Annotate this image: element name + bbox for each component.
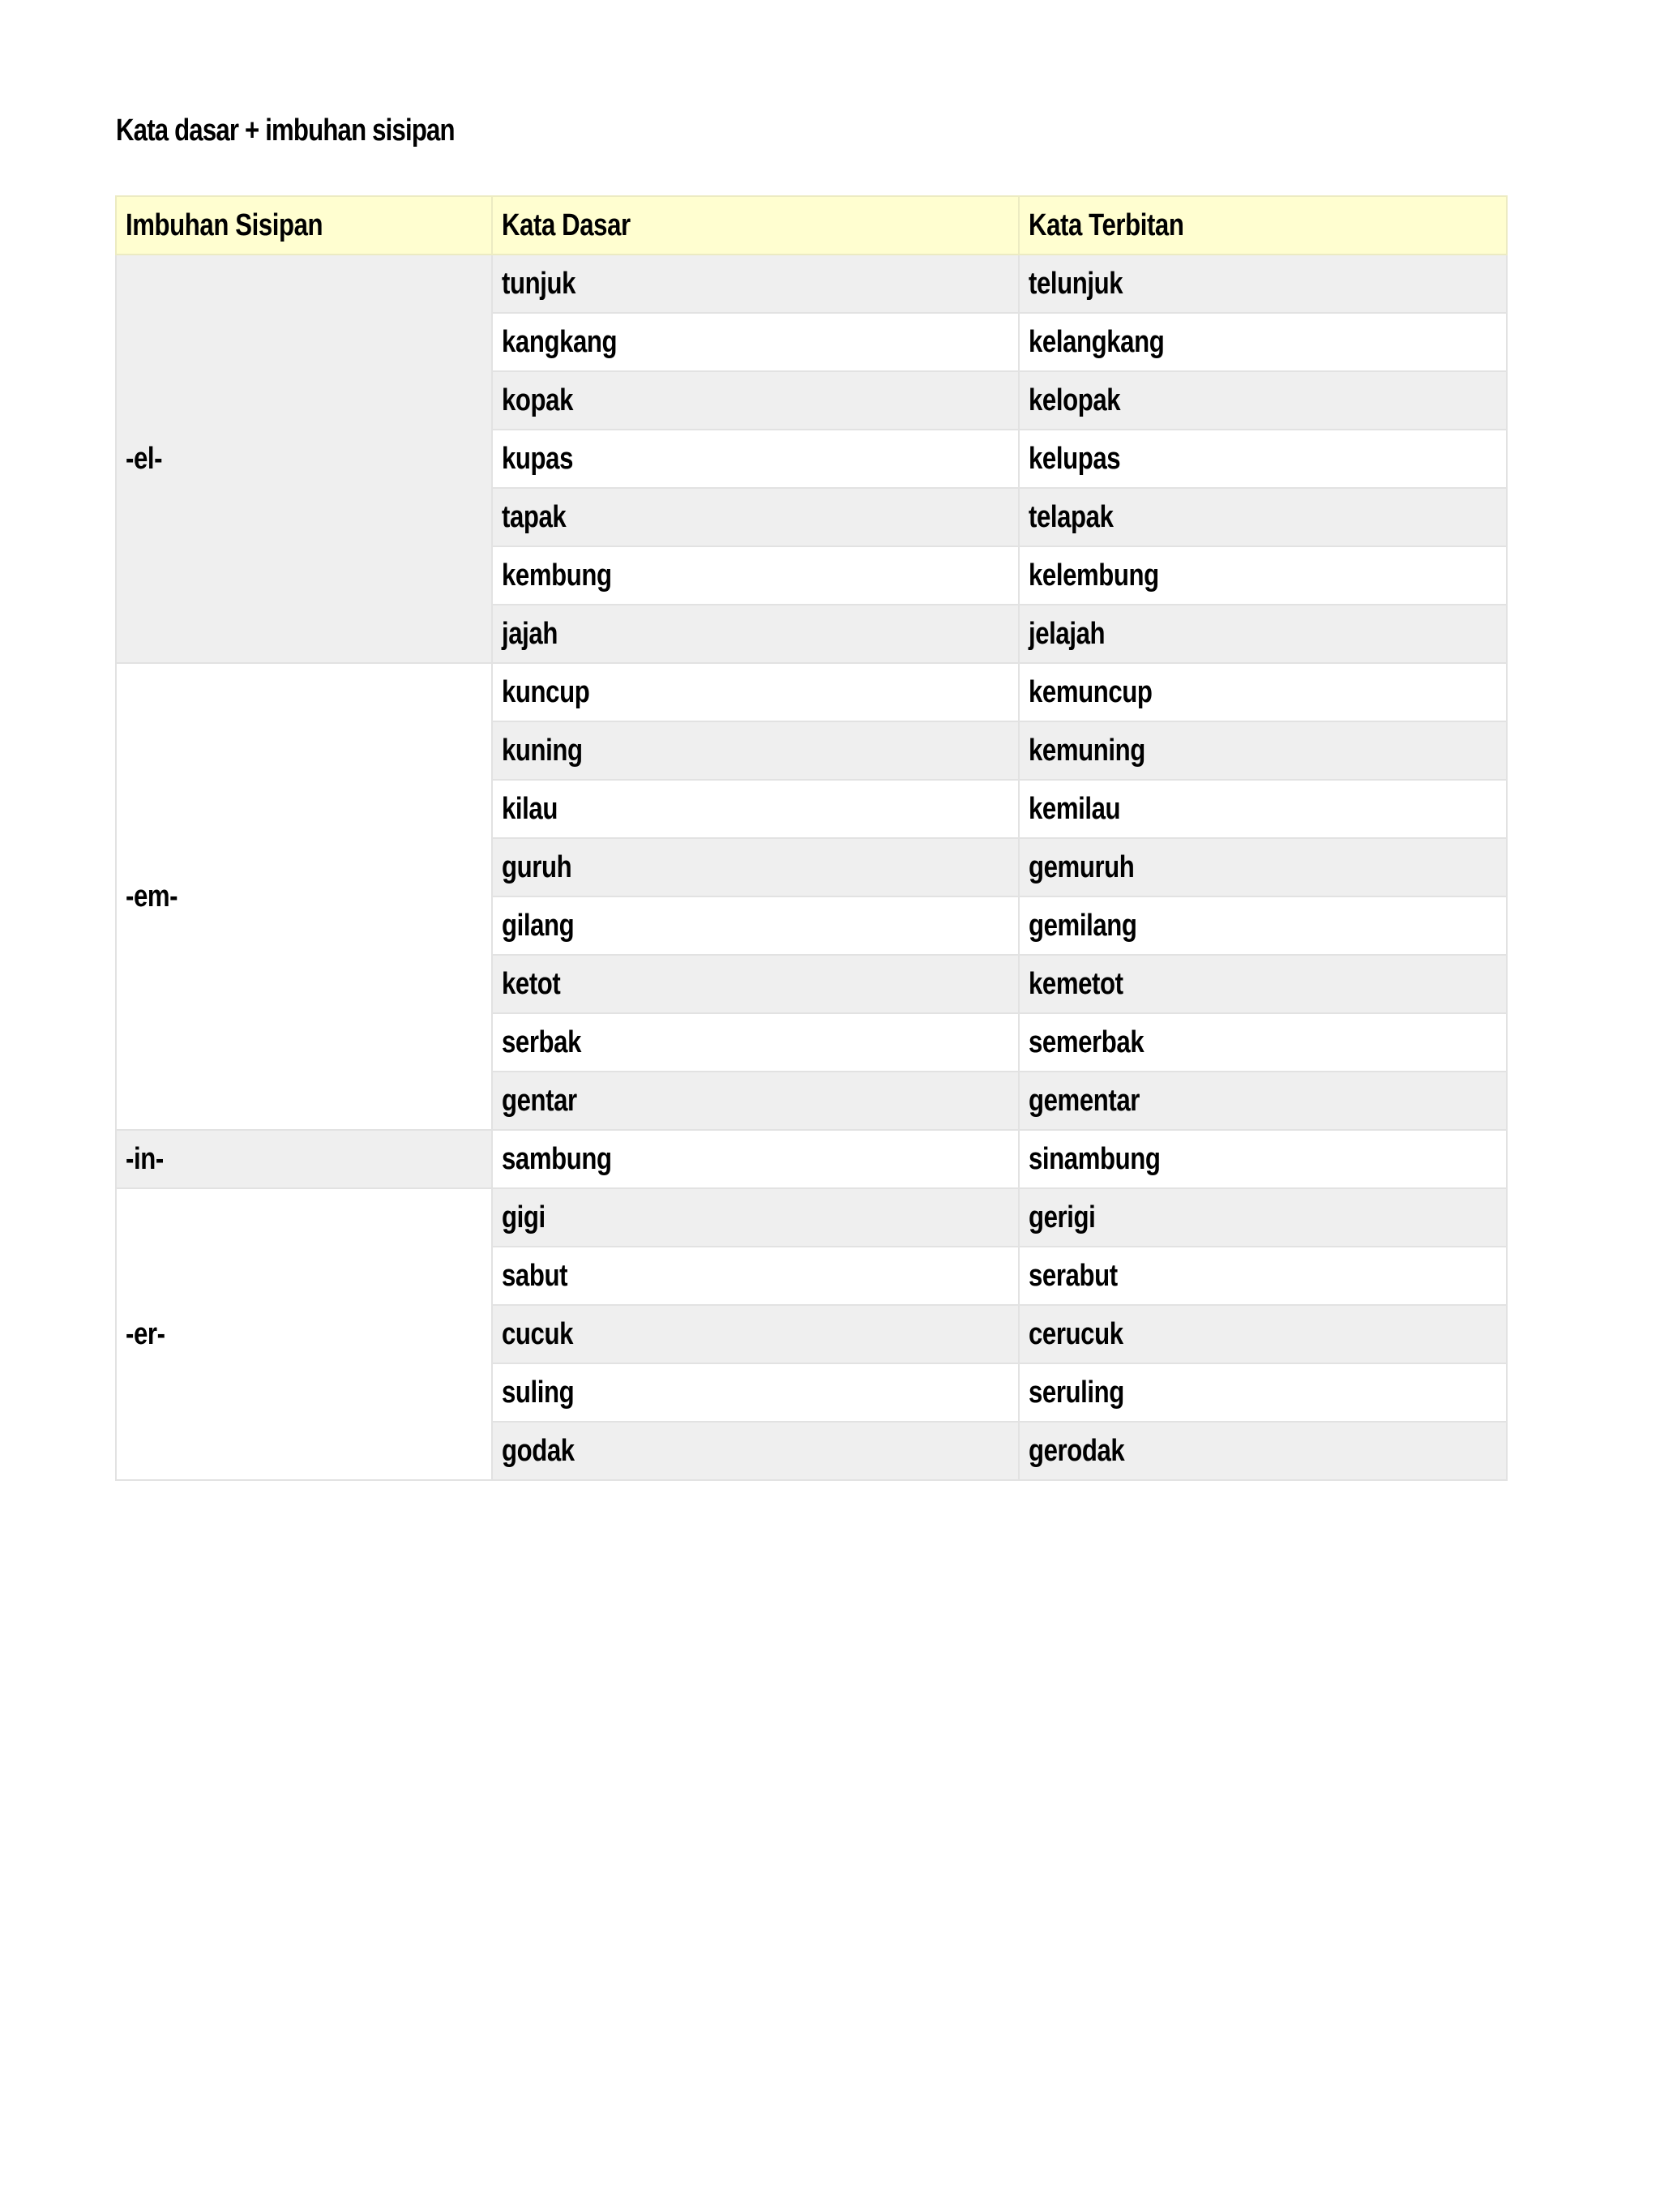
derived-word-cell: kelangkang: [1019, 313, 1507, 371]
derived-word-cell: kelopak: [1019, 371, 1507, 430]
derived-word-cell: gerodak: [1019, 1422, 1507, 1480]
derived-word-cell: gemuruh: [1019, 838, 1507, 896]
derived-word-cell: kelupas: [1019, 430, 1507, 488]
base-word-cell: gilang: [492, 896, 1019, 955]
derived-word-cell: telapak: [1019, 488, 1507, 546]
base-word-cell: gentar: [492, 1072, 1019, 1130]
base-word-cell: kopak: [492, 371, 1019, 430]
header-imbuhan-sisipan: Imbuhan Sisipan: [116, 196, 492, 255]
base-word-cell: tapak: [492, 488, 1019, 546]
base-word-cell: sabut: [492, 1247, 1019, 1305]
base-word-cell: kupas: [492, 430, 1019, 488]
derived-word-cell: semerbak: [1019, 1013, 1507, 1072]
base-word-cell: guruh: [492, 838, 1019, 896]
base-word-cell: ketot: [492, 955, 1019, 1013]
derived-word-cell: kemuncup: [1019, 663, 1507, 721]
derived-word-cell: gerigi: [1019, 1188, 1507, 1247]
table-row: [116, 255, 1507, 313]
affix-cell: -el-: [116, 255, 492, 663]
derived-word-cell: kelembung: [1019, 546, 1507, 605]
base-word-cell: serbak: [492, 1013, 1019, 1072]
derived-word-cell: serabut: [1019, 1247, 1507, 1305]
base-word-cell: kembung: [492, 546, 1019, 605]
base-word-cell: sambung: [492, 1130, 1019, 1188]
header-kata-dasar: Kata Dasar: [492, 196, 1019, 255]
base-word-cell: suling: [492, 1363, 1019, 1422]
header-kata-terbitan: Kata Terbitan: [1019, 196, 1507, 255]
page-title: Kata dasar + imbuhan sisipan: [116, 113, 455, 148]
table-body: [116, 255, 1507, 1480]
base-word-cell: kuncup: [492, 663, 1019, 721]
derived-word-cell: telunjuk: [1019, 255, 1507, 313]
base-word-cell: cucuk: [492, 1305, 1019, 1363]
base-word-cell: tunjuk: [492, 255, 1019, 313]
derived-word-cell: jelajah: [1019, 605, 1507, 663]
base-word-cell: godak: [492, 1422, 1019, 1480]
derived-word-cell: kemetot: [1019, 955, 1507, 1013]
table-row: [116, 663, 1507, 721]
derived-word-cell: seruling: [1019, 1363, 1507, 1422]
affix-cell: -in-: [116, 1130, 492, 1188]
base-word-cell: kuning: [492, 721, 1019, 780]
table-header-row: [116, 196, 1507, 255]
affix-table: [115, 195, 1508, 1481]
base-word-cell: jajah: [492, 605, 1019, 663]
derived-word-cell: cerucuk: [1019, 1305, 1507, 1363]
base-word-cell: kangkang: [492, 313, 1019, 371]
derived-word-cell: gementar: [1019, 1072, 1507, 1130]
derived-word-cell: sinambung: [1019, 1130, 1507, 1188]
derived-word-cell: gemilang: [1019, 896, 1507, 955]
affix-cell: -er-: [116, 1188, 492, 1480]
base-word-cell: gigi: [492, 1188, 1019, 1247]
base-word-cell: kilau: [492, 780, 1019, 838]
table-row: [116, 1130, 1507, 1188]
derived-word-cell: kemuning: [1019, 721, 1507, 780]
derived-word-cell: kemilau: [1019, 780, 1507, 838]
table-row: [116, 1188, 1507, 1247]
affix-cell: -em-: [116, 663, 492, 1130]
